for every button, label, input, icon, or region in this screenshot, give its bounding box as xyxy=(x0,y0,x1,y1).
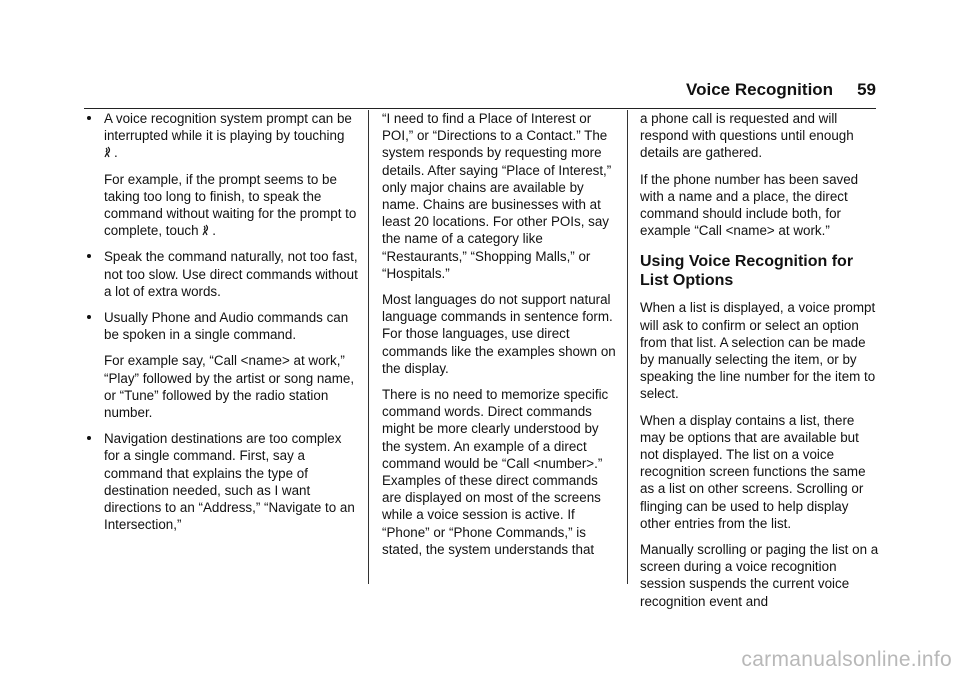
bullet-text: A voice recognition system prompt can be interrupted while it is playing by touching xyxy=(104,111,352,144)
header-divider xyxy=(84,108,876,109)
page-header xyxy=(686,80,876,100)
page-number: 59 xyxy=(857,80,876,99)
subparagraph-text: For example, if the prompt seems to be taking too long to finish, to speak the command without waiting for the prompt to complete, touch xyxy=(104,171,357,239)
paragraph: Manually scrolling or paging the list on a screen during a voice recognition session suspends the current voice recognition event and xyxy=(640,542,879,609)
column-divider-1 xyxy=(368,110,369,584)
bullet-item: Navigation destinations are too complex for a single command. First, say a command that explains the type of destination needed, such as I want directions to an “Address,” “Navigate to an Intersection,” xyxy=(84,430,358,533)
paragraph: Most languages do not support natural language commands in sentence form. For those languages, use direct commands like the examples shown on the display. xyxy=(382,292,616,376)
column-3 xyxy=(640,110,880,619)
bullet-item: Speak the command naturally, not too fast, not too slow. Use direct commands without a lot of extra words. xyxy=(84,248,358,300)
push-to-talk-icon xyxy=(202,224,212,236)
column-1 xyxy=(84,110,358,542)
subparagraph-text-end: . xyxy=(212,223,217,239)
section-heading: Using Voice Recognition for List Options xyxy=(640,253,854,290)
bullet-item: Usually Phone and Audio commands can be spoken in a single command. xyxy=(84,309,358,343)
paragraph: If the phone number has been saved with a name and a place, the direct command should include both, for example “Call <name> at work.” xyxy=(640,171,859,239)
paragraph: a phone call is requested and will respond with questions until enough details are gathered. xyxy=(640,111,854,161)
column-divider-2 xyxy=(627,110,628,584)
paragraph: When a display contains a list, there may be options that are available but not displayed. The list on a voice recognition screen functions the same as a list on other screens. Scrolling or flinging can be used to help display other entries from the list. xyxy=(640,412,866,531)
push-to-talk-icon xyxy=(104,146,114,158)
bullet-item xyxy=(84,110,358,162)
column-2 xyxy=(382,110,620,567)
watermark: carmanualsonline.info xyxy=(741,648,952,671)
paragraph: When a list is displayed, a voice prompt will ask to confirm or select an option from that list. A selection can be made by manually selecting the item, or by speaking the line number for the item to select. xyxy=(640,300,876,402)
bullet-text-end: . xyxy=(114,145,118,161)
paragraph: “I need to find a Place of Interest or POI,” or “Directions to a Contact.” The system responds by requesting more details. After saying “Place of Interest,” only major chains are available by name. Chains are businesses with at least 20 locations. For other POIs, say the name of a category like “Restaurants,” “Shopping Malls,” or “Hospitals.” xyxy=(382,111,612,281)
bullet-subparagraph xyxy=(84,171,358,240)
bullet-subparagraph: For example say, “Call <name> at work,” “Play” followed by the artist or song name, or “Tune” followed by the radio station number. xyxy=(104,353,355,421)
section-title: Voice Recognition xyxy=(686,80,834,99)
paragraph: There is no need to memorize specific command words. Direct commands might be more clearly understood by the system. An example of a direct command would be “Call <number>.” Examples of these direct commands are displayed on most of the screens while a voice session is active. If “Phone” or “Phone Commands,” is stated, the system understands that xyxy=(382,387,609,557)
